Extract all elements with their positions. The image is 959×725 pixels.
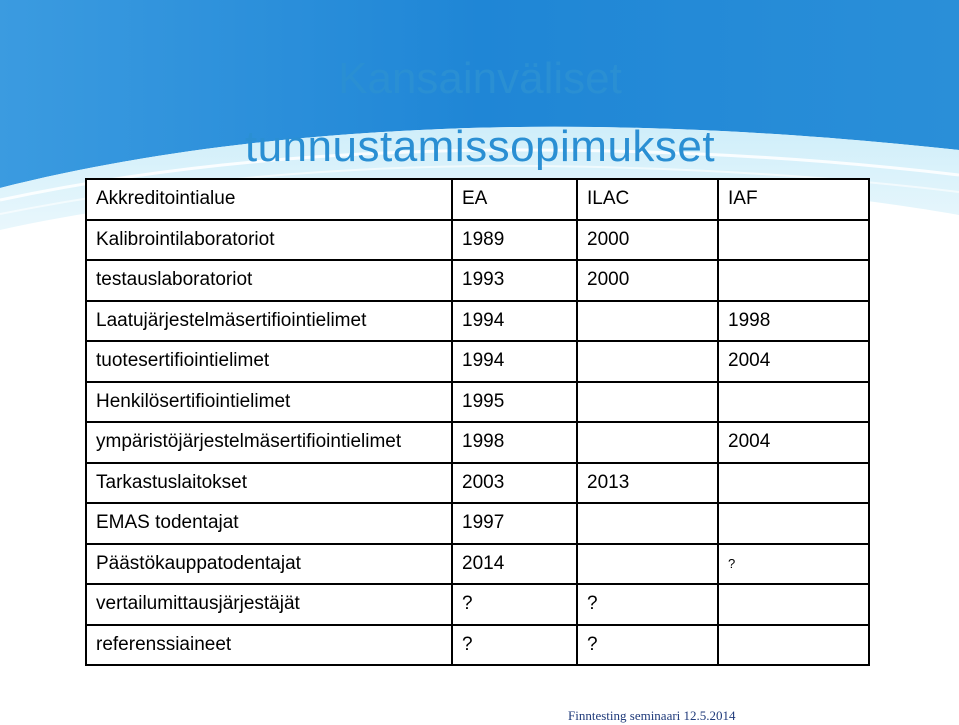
slide-footer: Finntesting seminaari 12.5.2014: [568, 708, 736, 723]
table-cell: 1994: [452, 341, 577, 382]
table-cell: ?: [452, 625, 577, 666]
table-cell: ?: [452, 584, 577, 625]
table-row: [86, 341, 869, 382]
table-row: [86, 422, 869, 463]
slide-title-line1: Kansainväliset: [338, 54, 622, 103]
table-row: [86, 260, 869, 301]
table-cell: [718, 584, 869, 625]
table-cell: Kalibrointilaboratoriot: [86, 220, 452, 261]
table-cell: 2000: [577, 220, 718, 261]
table-row: [86, 463, 869, 504]
table-row: [86, 625, 869, 666]
table-cell: 1993: [452, 260, 577, 301]
table-cell: Päästökauppatodentajat: [86, 544, 452, 585]
table-cell: Henkilösertifiointielimet: [86, 382, 452, 423]
table-cell: [718, 463, 869, 504]
table-row: [86, 382, 869, 423]
table-cell: 1994: [452, 301, 577, 342]
table-cell: ?: [577, 625, 718, 666]
table-cell: 1997: [452, 503, 577, 544]
recognition-table: [85, 178, 870, 666]
slide-title-line2: tunnustamissopimukset: [244, 122, 716, 171]
table-row: [86, 301, 869, 342]
table-cell: [577, 301, 718, 342]
table-cell: ympäristöjärjestelmäsertifiointielimet: [86, 422, 452, 463]
header-cell-ea: EA: [452, 179, 577, 220]
table-cell: referenssiaineet: [86, 625, 452, 666]
header-cell-ilac: ILAC: [577, 179, 718, 220]
table-cell: 1998: [718, 301, 869, 342]
table-cell: 1995: [452, 382, 577, 423]
header-cell-iaf: IAF: [718, 179, 869, 220]
header-cell-area: Akkreditointialue: [86, 179, 452, 220]
table-cell: EMAS todentajat: [86, 503, 452, 544]
table-row: [86, 544, 869, 585]
table-cell: 2003: [452, 463, 577, 504]
table-cell: [718, 625, 869, 666]
table-cell: Laatujärjestelmäsertifiointielimet: [86, 301, 452, 342]
table-cell: [577, 341, 718, 382]
table-row: [86, 584, 869, 625]
table-header-row: [86, 179, 869, 220]
table-row: [86, 503, 869, 544]
table-cell: 2004: [718, 422, 869, 463]
table-cell: vertailumittausjärjestäjät: [86, 584, 452, 625]
table-cell: [577, 422, 718, 463]
table-cell: 2013: [577, 463, 718, 504]
table-cell: 1998: [452, 422, 577, 463]
table-cell: [718, 382, 869, 423]
table-cell: [577, 544, 718, 585]
table-cell: [718, 220, 869, 261]
table-cell: ?: [577, 584, 718, 625]
table-cell: 2004: [718, 341, 869, 382]
table-cell: testauslaboratoriot: [86, 260, 452, 301]
table-cell: [718, 503, 869, 544]
table-cell: [577, 382, 718, 423]
table-cell: 2014: [452, 544, 577, 585]
table-cell: 2000: [577, 260, 718, 301]
table-cell: Tarkastuslaitokset: [86, 463, 452, 504]
table-cell: [577, 503, 718, 544]
table-cell: [718, 260, 869, 301]
table-cell: 1989: [452, 220, 577, 261]
table-cell: ?: [718, 544, 869, 585]
table-cell: tuotesertifiointielimet: [86, 341, 452, 382]
table-row: [86, 220, 869, 261]
